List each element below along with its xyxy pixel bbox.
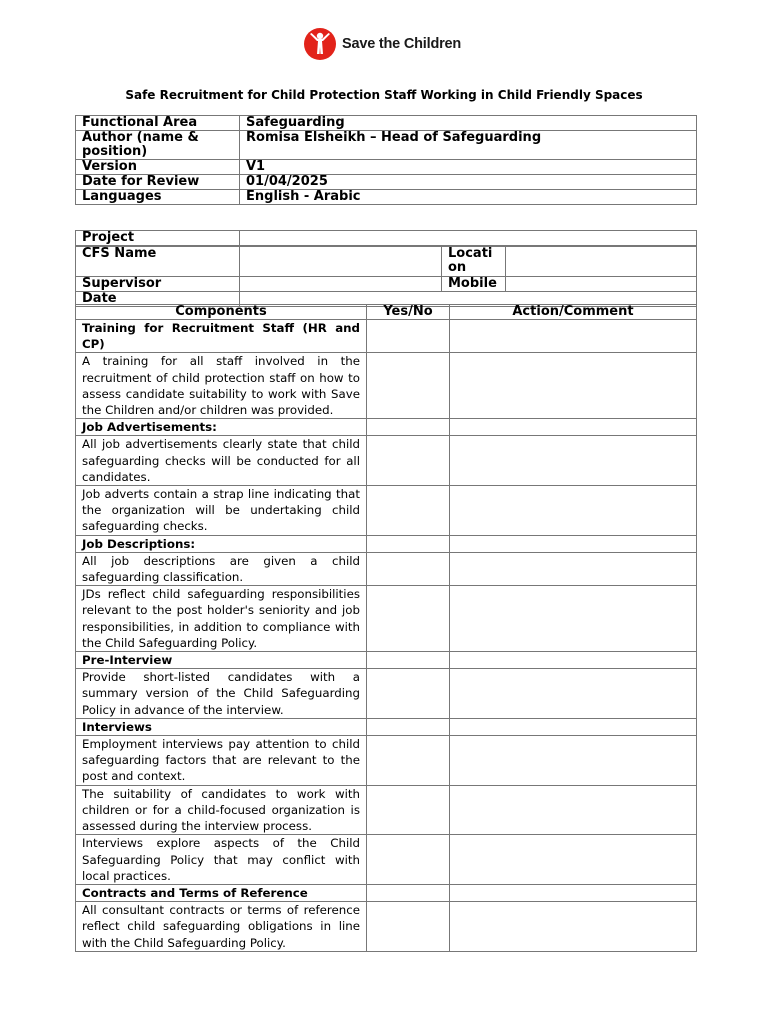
- action-comment-cell[interactable]: [450, 884, 697, 901]
- info-row: [76, 160, 697, 175]
- info-label: Version: [76, 160, 240, 175]
- checklist-section-row: [76, 652, 697, 669]
- info-label: Languages: [76, 190, 240, 205]
- yes-no-cell[interactable]: [367, 586, 450, 652]
- action-comment-cell[interactable]: [450, 736, 697, 786]
- yes-no-cell[interactable]: [367, 736, 450, 786]
- info-value: Romisa Elsheikh – Head of Safeguarding: [240, 131, 697, 160]
- component-text: Job adverts contain a strap line indicating that the organization will be undertaking child safeguarding checks.: [76, 486, 367, 536]
- project-row: [76, 231, 697, 247]
- info-row: [76, 190, 697, 205]
- action-comment-header: Action/Comment: [450, 305, 697, 320]
- mobile-field[interactable]: [506, 277, 697, 292]
- action-comment-cell[interactable]: [450, 552, 697, 585]
- action-comment-cell[interactable]: [450, 320, 697, 353]
- components-header: Components: [76, 305, 367, 320]
- info-row: [76, 175, 697, 190]
- logo: [304, 26, 461, 62]
- save-the-children-logo-icon: [304, 27, 336, 61]
- supervisor-label: Supervisor: [76, 277, 240, 292]
- action-comment-cell[interactable]: [450, 535, 697, 552]
- section-title: Contracts and Terms of Reference: [76, 884, 367, 901]
- cfs-row: [76, 246, 697, 277]
- cfs-name-label: CFS Name: [76, 246, 240, 277]
- info-value: V1: [240, 160, 697, 175]
- supervisor-row: [76, 277, 697, 292]
- action-comment-cell[interactable]: [450, 669, 697, 719]
- yes-no-cell[interactable]: [367, 419, 450, 436]
- checklist-item-row: [76, 552, 697, 585]
- info-row: [76, 131, 697, 160]
- action-comment-cell[interactable]: [450, 785, 697, 835]
- action-comment-cell[interactable]: [450, 486, 697, 536]
- info-label: Functional Area: [76, 116, 240, 131]
- project-field[interactable]: [240, 231, 697, 247]
- checklist-section-row: [76, 884, 697, 901]
- action-comment-cell[interactable]: [450, 835, 697, 885]
- document-info-table: [75, 115, 697, 205]
- action-comment-cell[interactable]: [450, 436, 697, 486]
- section-title: Interviews: [76, 718, 367, 735]
- action-comment-cell[interactable]: [450, 419, 697, 436]
- component-text: JDs reflect child safeguarding responsibilities relevant to the post holder's seniority and job responsibilities, in addition to compliance with the Child Safeguarding Policy.: [76, 586, 367, 652]
- checklist-section-row: [76, 320, 697, 353]
- yes-no-cell[interactable]: [367, 486, 450, 536]
- checklist-item-row: [76, 486, 697, 536]
- mobile-label: Mobile: [442, 277, 506, 292]
- section-title: Training for Recruitment Staff (HR and CP): [76, 320, 367, 353]
- location-label: Location: [442, 246, 506, 277]
- component-text: Interviews explore aspects of the Child Safeguarding Policy that may conflict with local practices.: [76, 835, 367, 885]
- checklist-item-row: [76, 353, 697, 419]
- action-comment-cell[interactable]: [450, 718, 697, 735]
- section-title: Pre-Interview: [76, 652, 367, 669]
- component-text: All consultant contracts or terms of reference reflect child safeguarding obligations in line with the Child Safeguarding Policy.: [76, 902, 367, 952]
- cfs-name-field[interactable]: [240, 246, 442, 277]
- component-text: Provide short-listed candidates with a summary version of the Child Safeguarding Policy in advance of the interview.: [76, 669, 367, 719]
- component-text: A training for all staff involved in the recruitment of child protection staff on how to assess candidate suitability to work with Save the Children and/or children was provided.: [76, 353, 367, 419]
- yes-no-header: Yes/No: [367, 305, 450, 320]
- logo-text: Save the Children: [342, 36, 462, 52]
- checklist-header-row: [76, 305, 697, 320]
- checklist-item-row: [76, 902, 697, 952]
- supervisor-field[interactable]: [240, 277, 442, 292]
- yes-no-cell[interactable]: [367, 785, 450, 835]
- action-comment-cell[interactable]: [450, 652, 697, 669]
- info-value: Safeguarding: [240, 116, 697, 131]
- checklist-section-row: [76, 535, 697, 552]
- checklist-item-row: [76, 736, 697, 786]
- component-text: All job advertisements clearly state that child safeguarding checks will be conducted for all candidates.: [76, 436, 367, 486]
- yes-no-cell[interactable]: [367, 652, 450, 669]
- yes-no-cell[interactable]: [367, 902, 450, 952]
- yes-no-cell[interactable]: [367, 835, 450, 885]
- checklist-item-row: [76, 436, 697, 486]
- checklist-item-row: [76, 785, 697, 835]
- yes-no-cell[interactable]: [367, 884, 450, 901]
- project-label: Project: [76, 231, 240, 247]
- info-label: Author (name & position): [76, 131, 240, 160]
- component-text: The suitability of candidates to work with children or for a child-focused organization is assessed during the interview process.: [76, 785, 367, 835]
- yes-no-cell[interactable]: [367, 320, 450, 353]
- yes-no-cell[interactable]: [367, 552, 450, 585]
- checklist-section-row: [76, 718, 697, 735]
- checklist-table: [75, 304, 697, 952]
- component-text: All job descriptions are given a child safeguarding classification.: [76, 552, 367, 585]
- action-comment-cell[interactable]: [450, 586, 697, 652]
- date-label: Date: [76, 292, 240, 307]
- checklist-item-row: [76, 835, 697, 885]
- checklist-item-row: [76, 669, 697, 719]
- location-field[interactable]: [506, 246, 697, 277]
- yes-no-cell[interactable]: [367, 718, 450, 735]
- document-title: Safe Recruitment for Child Protection Staff Working in Child Friendly Spaces: [125, 88, 643, 102]
- checklist-item-row: [76, 586, 697, 652]
- action-comment-cell[interactable]: [450, 353, 697, 419]
- info-row: [76, 116, 697, 131]
- section-title: Job Descriptions:: [76, 535, 367, 552]
- info-value: English - Arabic: [240, 190, 697, 205]
- checklist-section-row: [76, 419, 697, 436]
- section-title: Job Advertisements:: [76, 419, 367, 436]
- yes-no-cell[interactable]: [367, 353, 450, 419]
- yes-no-cell[interactable]: [367, 535, 450, 552]
- yes-no-cell[interactable]: [367, 436, 450, 486]
- info-value: 01/04/2025: [240, 175, 697, 190]
- component-text: Employment interviews pay attention to child safeguarding factors that are relevant to the post and context.: [76, 736, 367, 786]
- info-label: Date for Review: [76, 175, 240, 190]
- yes-no-cell[interactable]: [367, 669, 450, 719]
- action-comment-cell[interactable]: [450, 902, 697, 952]
- project-info-table: [75, 230, 697, 307]
